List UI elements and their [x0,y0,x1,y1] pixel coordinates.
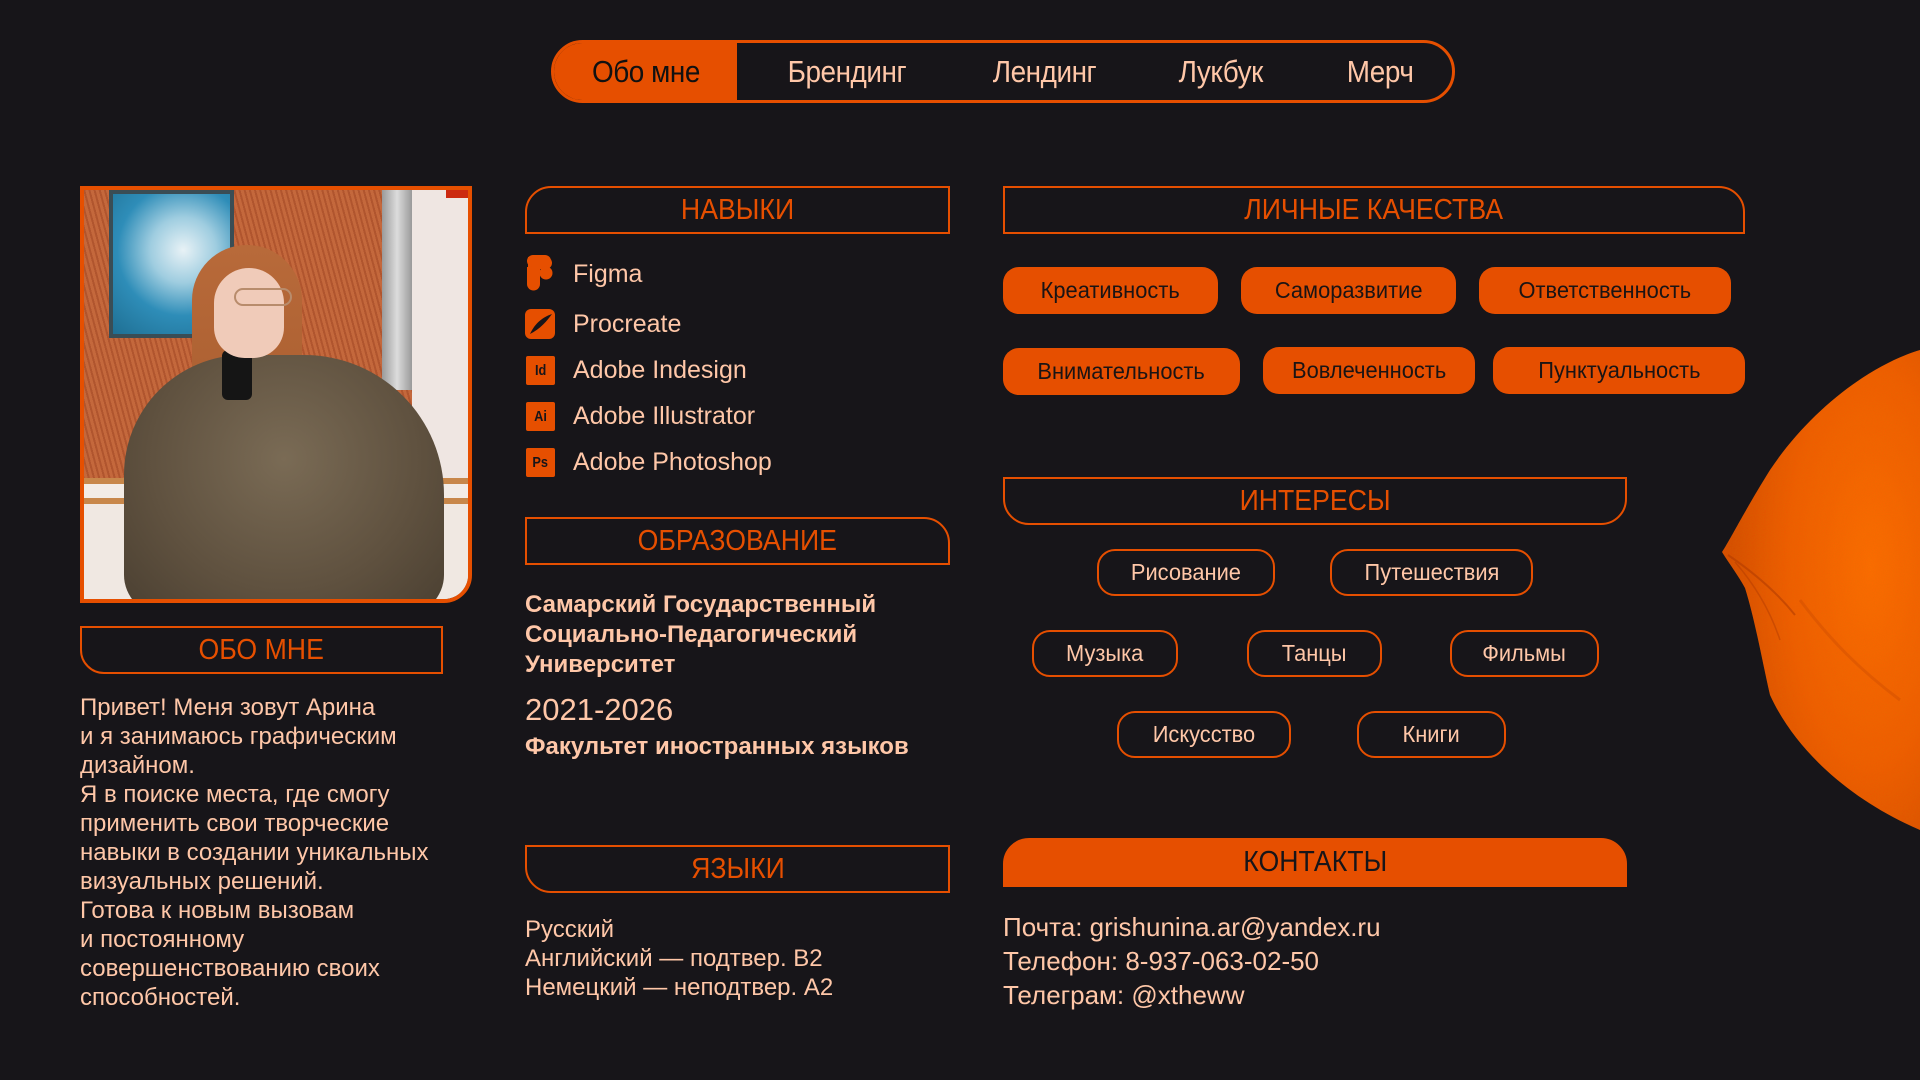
skill-item-figma [525,256,642,292]
bio-line: и постоянному [80,926,245,953]
indesign-icon [526,356,555,385]
education-years: 2021-2026 [525,692,674,727]
interest-pill [1247,630,1382,677]
illustrator-icon [526,402,555,431]
bio-line: навыки в создании уникальных [80,839,429,866]
education-university [525,590,965,680]
languages-section-header [525,845,950,893]
bio-line: визуальных решений. [80,868,324,895]
interest-pill [1450,630,1599,677]
skill-item-photoshop [525,444,772,480]
interest-pill [1330,549,1533,596]
skill-label: Adobe Illustrator [573,401,756,430]
university-line: Самарский Государственный [525,591,877,618]
skills-title: НАВЫКИ [680,193,795,226]
interest-pill [1117,711,1291,758]
tab-merch[interactable] [1308,43,1452,100]
decorative-orange-blob [1700,340,1920,840]
badge-text: Ai [534,407,547,425]
interests-section-header [1003,477,1627,525]
phone-link[interactable]: 8-937-063-02-50 [1125,946,1320,976]
education-section-header [525,517,950,565]
education-title: ОБРАЗОВАНИЕ [637,524,838,557]
tab-label: Лукбук [1178,53,1263,89]
skill-label: Figma [573,259,643,288]
email-label: Почта: [1003,912,1083,942]
university-line: Университет [525,651,676,678]
photo-red-element [446,190,470,198]
contacts-section-header [1003,838,1627,887]
interest-pill [1097,549,1275,596]
photoshop-icon [526,448,555,477]
bio-line: совершенствованию своих [80,955,380,982]
skill-item-procreate [525,306,681,342]
telegram-label: Телеграм: [1003,980,1125,1010]
quality-label: Внимательность [1037,358,1206,384]
procreate-icon [525,309,555,339]
qualities-section-header [1003,186,1745,234]
interest-label: Фильмы [1482,640,1567,666]
bio-line: Готова к новым вызовам [80,897,355,924]
qualities-title: ЛИЧНЫЕ КАЧЕСТВА [1244,193,1504,226]
skill-item-indesign [525,352,747,388]
interest-label: Путешествия [1364,559,1499,585]
contacts-title: КОНТАКТЫ [1243,846,1387,878]
quality-pill [1263,347,1475,394]
bio-line: и я занимаюсь графическим [80,723,397,750]
photo-face [214,268,284,358]
tab-label: Лендинг [993,53,1097,89]
languages-title: ЯЗЫКИ [690,852,785,885]
photo-glasses [234,288,292,306]
skill-label: Adobe Photoshop [573,447,772,476]
language-item: Русский [525,916,615,943]
contact-email [1003,910,1381,944]
interests-title: ИНТЕРЕСЫ [1239,484,1391,517]
profile-photo [80,186,472,603]
telegram-link[interactable]: @xtheww [1131,980,1245,1010]
tab-label: Брендинг [787,53,907,89]
tab-about[interactable] [554,43,737,100]
figma-icon [525,259,555,289]
badge-text: Id [534,361,547,379]
interest-label: Рисование [1130,559,1242,585]
quality-pill [1241,267,1456,314]
languages-list [525,915,833,1002]
tab-label: Обо мне [591,53,700,89]
interest-pill [1032,630,1178,677]
bio-line: Я в поиске места, где смогу [80,781,390,808]
photo-jacket [124,355,444,603]
quality-pill [1003,267,1218,314]
contact-telegram [1003,978,1381,1012]
interest-pill [1357,711,1506,758]
tab-landing[interactable] [957,43,1133,100]
interest-label: Искусство [1152,721,1256,747]
photo-pillar [382,190,412,390]
bio-line: применить свои творческие [80,810,390,837]
contact-phone [1003,944,1381,978]
interest-label: Музыка [1066,640,1144,666]
about-title: ОБО МНЕ [198,633,325,666]
phone-label: Телефон: [1003,946,1119,976]
bio-line: дизайном. [80,752,195,779]
tab-label: Мерч [1346,53,1414,89]
quality-label: Пунктуальность [1537,357,1701,383]
quality-label: Вовлеченность [1291,357,1447,383]
email-link[interactable]: grishunina.ar@yandex.ru [1089,912,1381,942]
language-item: Немецкий — неподтвер. A2 [525,974,834,1001]
quality-label: Креативность [1040,277,1181,303]
bio-line: способностей. [80,984,241,1011]
quality-pill [1479,267,1731,314]
badge-text: Ps [532,453,549,471]
top-navigation [551,40,1455,103]
skill-label: Adobe Indesign [573,355,747,384]
quality-pill [1003,348,1240,395]
about-bio [80,693,480,1012]
university-line: Социально-Педагогический [525,621,858,648]
about-section-header [80,626,443,674]
interest-label: Книги [1402,721,1461,747]
language-item: Английский — подтвер. B2 [525,945,823,972]
skill-item-illustrator [525,398,755,434]
education-faculty: Факультет иностранных языков [525,733,909,760]
quality-label: Ответственность [1518,277,1692,303]
interest-label: Танцы [1282,640,1347,666]
tab-branding[interactable] [737,43,957,100]
tab-lookbook[interactable] [1133,43,1308,100]
skill-label: Procreate [573,309,682,338]
skills-section-header [525,186,950,234]
contacts-list [1003,910,1381,1012]
quality-label: Саморазвитие [1274,277,1423,303]
bio-line: Привет! Меня зовут Арина [80,694,376,721]
